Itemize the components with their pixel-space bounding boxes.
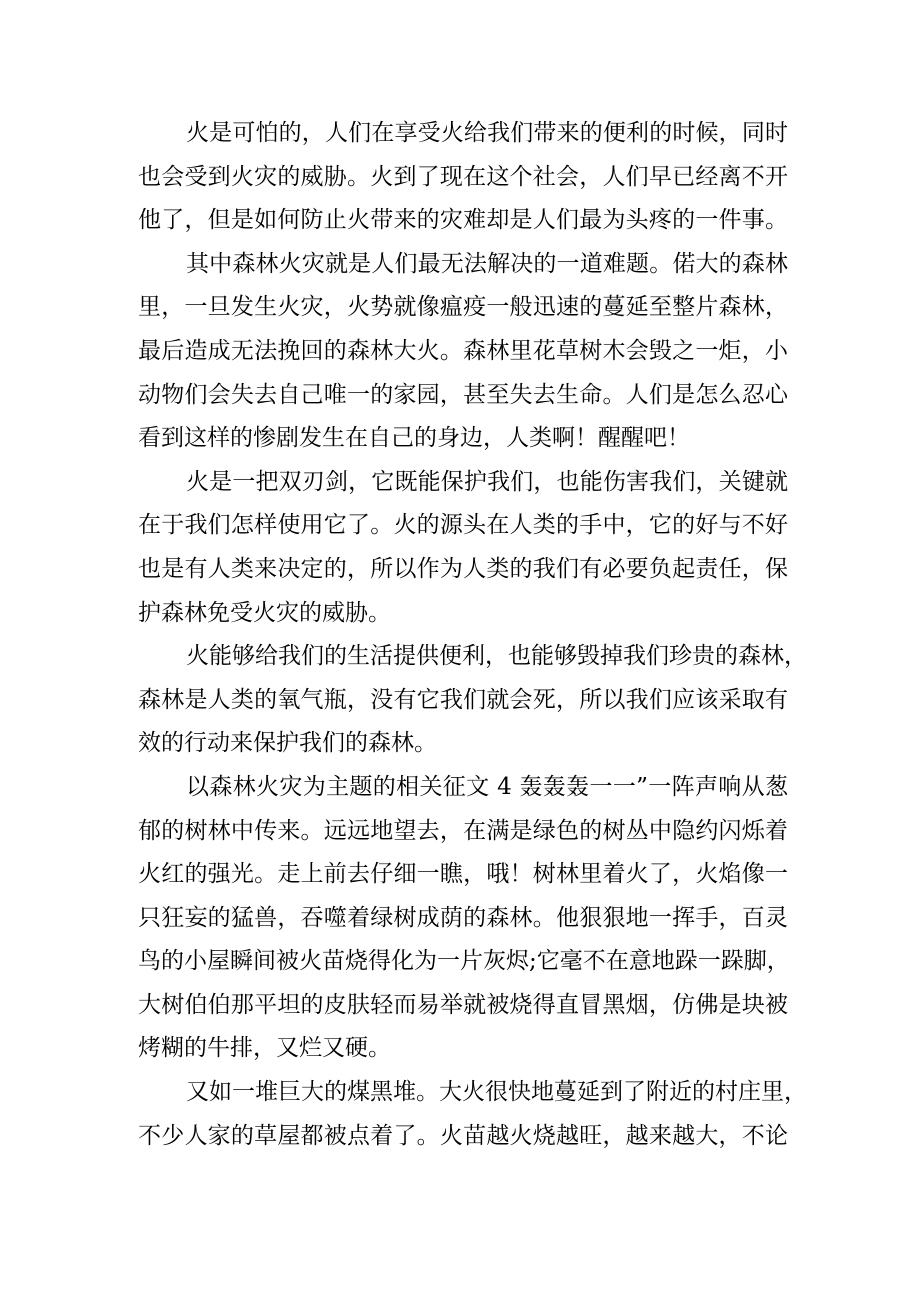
paragraph-5 [138, 766, 788, 1071]
text-line: 他了，但是如何防止火带来的灾难却是人们最为头疼的一件事。 [138, 207, 788, 234]
text-line: 也是有人类来决定的，所以作为人类的我们有必要负起责任，保 [138, 555, 788, 582]
text-line: 鸟的小屋瞬间被火苗烧得化为一片灰烬;它毫不在意地跺一跺脚， [138, 948, 790, 975]
paragraph-4 [138, 635, 807, 766]
text-line: 也会受到火灾的威胁。火到了现在这个社会，人们早已经离不开 [138, 163, 788, 190]
text-line: 烤糊的牛排，又烂又硬。 [138, 1035, 391, 1062]
text-line: 大树伯伯那平坦的皮肤轻而易举就被烧得直冒黑烟，仿佛是块被 [138, 991, 788, 1018]
text-line: 火是一把双刃剑，它既能保护我们，也能伤害我们，关键就 [186, 468, 788, 495]
text-line: 其中森林火灾就是人们最无法解决的一道难题。偌大的森林 [186, 250, 788, 277]
text-line: 在于我们怎样使用它了。火的源头在人类的手中，它的好与不好 [138, 512, 788, 539]
text-line: 以森林火灾为主题的相关征文 4 轰轰轰一一”一阵声响从葱 [186, 773, 788, 800]
paragraph-2 [138, 243, 788, 461]
text-line: 不少人家的草屋都被点着了。火苗越火烧越旺，越来越大，不论 [138, 1122, 788, 1149]
text-line: 只狂妄的猛兽，吞噬着绿树成荫的森林。他狠狠地一挥手，百灵 [138, 904, 788, 931]
text-line: 护森林免受火灾的威胁。 [138, 599, 391, 626]
paragraph-1 [138, 112, 788, 243]
text-line: 动物们会失去自己唯一的家园，甚至失去生命。人们是怎么忍心 [138, 381, 788, 408]
paragraph-6 [138, 1071, 807, 1158]
text-line: 看到这样的惨剧发生在自己的身边，人类啊！醒醒吧！ [138, 425, 690, 452]
text-line: 又如一堆巨大的煤黑堆。大火很快地蔓延到了附近的村庄里， [186, 1079, 807, 1106]
text-line: 火能够给我们的生活提供便利，也能够毁掉我们珍贵的森林， [186, 643, 807, 670]
text-line: 森林是人类的氧气瓶，没有它我们就会死，所以我们应该采取有 [138, 686, 788, 713]
text-line: 火是可怕的，人们在享受火给我们带来的便利的时候，同时 [186, 120, 788, 146]
text-line: 郁的树林中传来。远远地望去，在满是绿色的树丛中隐约闪烁着 [138, 817, 788, 844]
text-line: 火红的强光。走上前去仔细一瞧，哦！树林里着火了，火焰像一 [138, 861, 788, 888]
text-line: 效的行动来保护我们的森林。 [138, 730, 437, 757]
paragraph-3 [138, 461, 788, 635]
text-line: 里，一旦发生火灾，火势就像瘟疫一般迅速的蔓延至整片森林， [138, 294, 788, 321]
essay-body [138, 112, 807, 1158]
text-line: 最后造成无法挽回的森林大火。森林里花草树木会毁之一炬，小 [138, 337, 788, 364]
